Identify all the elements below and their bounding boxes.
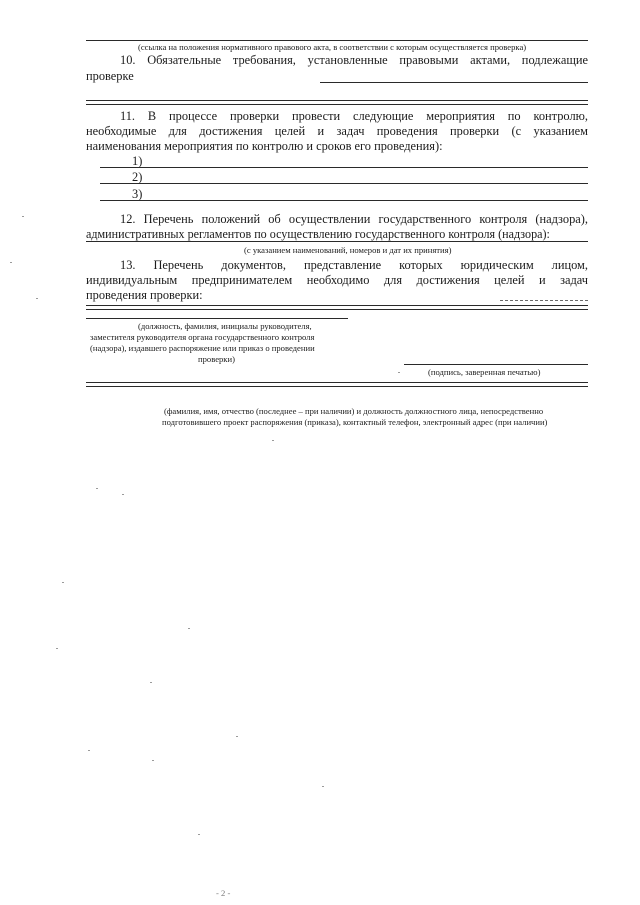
position-caption-4: проверки) <box>198 354 235 364</box>
scan-speck <box>10 262 12 263</box>
item12-rule <box>86 241 588 242</box>
item13-line3: проведения проверки: <box>86 288 203 302</box>
signature-caption: (подпись, заверенная печатью) <box>428 367 541 377</box>
position-line <box>86 318 348 319</box>
scan-speck <box>22 216 24 217</box>
item11-entry-1-line <box>100 167 588 168</box>
scan-speck <box>88 750 90 751</box>
item11-entry-2: 2) <box>132 170 143 184</box>
item12-line1: 12. Перечень положений об осуществлении государственного контроля (надзора), <box>120 212 588 226</box>
item10-fill-line <box>320 82 588 83</box>
position-caption-2: заместителя руководителя органа государственного контроля <box>90 332 315 342</box>
item11-entry-3-line <box>100 200 588 201</box>
legal-ref-caption: (ссылка на положения нормативного правового акта, в соответствии с которым осуществляется проверка) <box>138 42 527 52</box>
signature-line <box>404 364 588 365</box>
scan-speck <box>56 648 58 649</box>
preparer-rule-1 <box>86 382 588 383</box>
scan-speck <box>398 372 400 373</box>
scan-speck <box>188 628 190 629</box>
preparer-caption-2: подготовившего проект распоряжения (приказа), контактный телефон, электронный адрес (при наличии) <box>162 417 548 427</box>
item13-line1: 13. Перечень документов, представление которых юридическим лицом, <box>120 258 588 272</box>
scan-speck <box>62 582 64 583</box>
footer-mark: - 2 - <box>216 888 231 898</box>
preparer-caption-1: (фамилия, имя, отчество (последнее – при наличии) и должность должностного лица, непосредственно <box>164 406 544 416</box>
item13-line2: индивидуальным предпринимателем необходимо для достижения целей и задач <box>86 273 588 287</box>
scan-speck <box>152 760 154 761</box>
item11-entry-2-line <box>100 183 588 184</box>
item11-entry-1: 1) <box>132 154 143 168</box>
scan-speck <box>198 834 200 835</box>
item10-line1: 10. Обязательные требования, установленные правовыми актами, подлежащие <box>120 53 588 67</box>
item11-line1: 11. В процессе проверки провести следующие мероприятия по контролю, <box>120 109 588 123</box>
item10-rule-2 <box>86 104 588 105</box>
item10-rule-1 <box>86 100 588 101</box>
scan-speck <box>122 494 124 495</box>
item11-entry-3: 3) <box>132 187 143 201</box>
scan-speck <box>322 786 324 787</box>
item12-line2: административных регламентов по осуществлению государственного контроля (надзора): <box>86 227 550 241</box>
item10-line2: проверке <box>86 69 134 83</box>
scan-speck <box>36 298 38 299</box>
scan-speck <box>272 440 274 441</box>
scan-speck <box>96 488 98 489</box>
scan-speck <box>150 682 152 683</box>
item13-dash-1 <box>500 300 588 301</box>
position-caption-1: (должность, фамилия, инициалы руководителя, <box>138 321 312 331</box>
position-caption-3: (надзора), издавшего распоряжение или приказ о проведении <box>90 343 315 353</box>
item12-caption: (с указанием наименований, номеров и дат их принятия) <box>244 245 452 255</box>
item13-rule-1 <box>86 305 588 306</box>
preparer-rule-2 <box>86 386 588 387</box>
item11-line2: необходимые для достижения целей и задач проведения проверки (с указанием <box>86 124 588 138</box>
item11-line3: наименования мероприятия по контролю и сроков его проведения): <box>86 139 443 153</box>
item13-rule-2 <box>86 309 588 310</box>
top-rule <box>86 40 588 41</box>
scan-speck <box>236 736 238 737</box>
